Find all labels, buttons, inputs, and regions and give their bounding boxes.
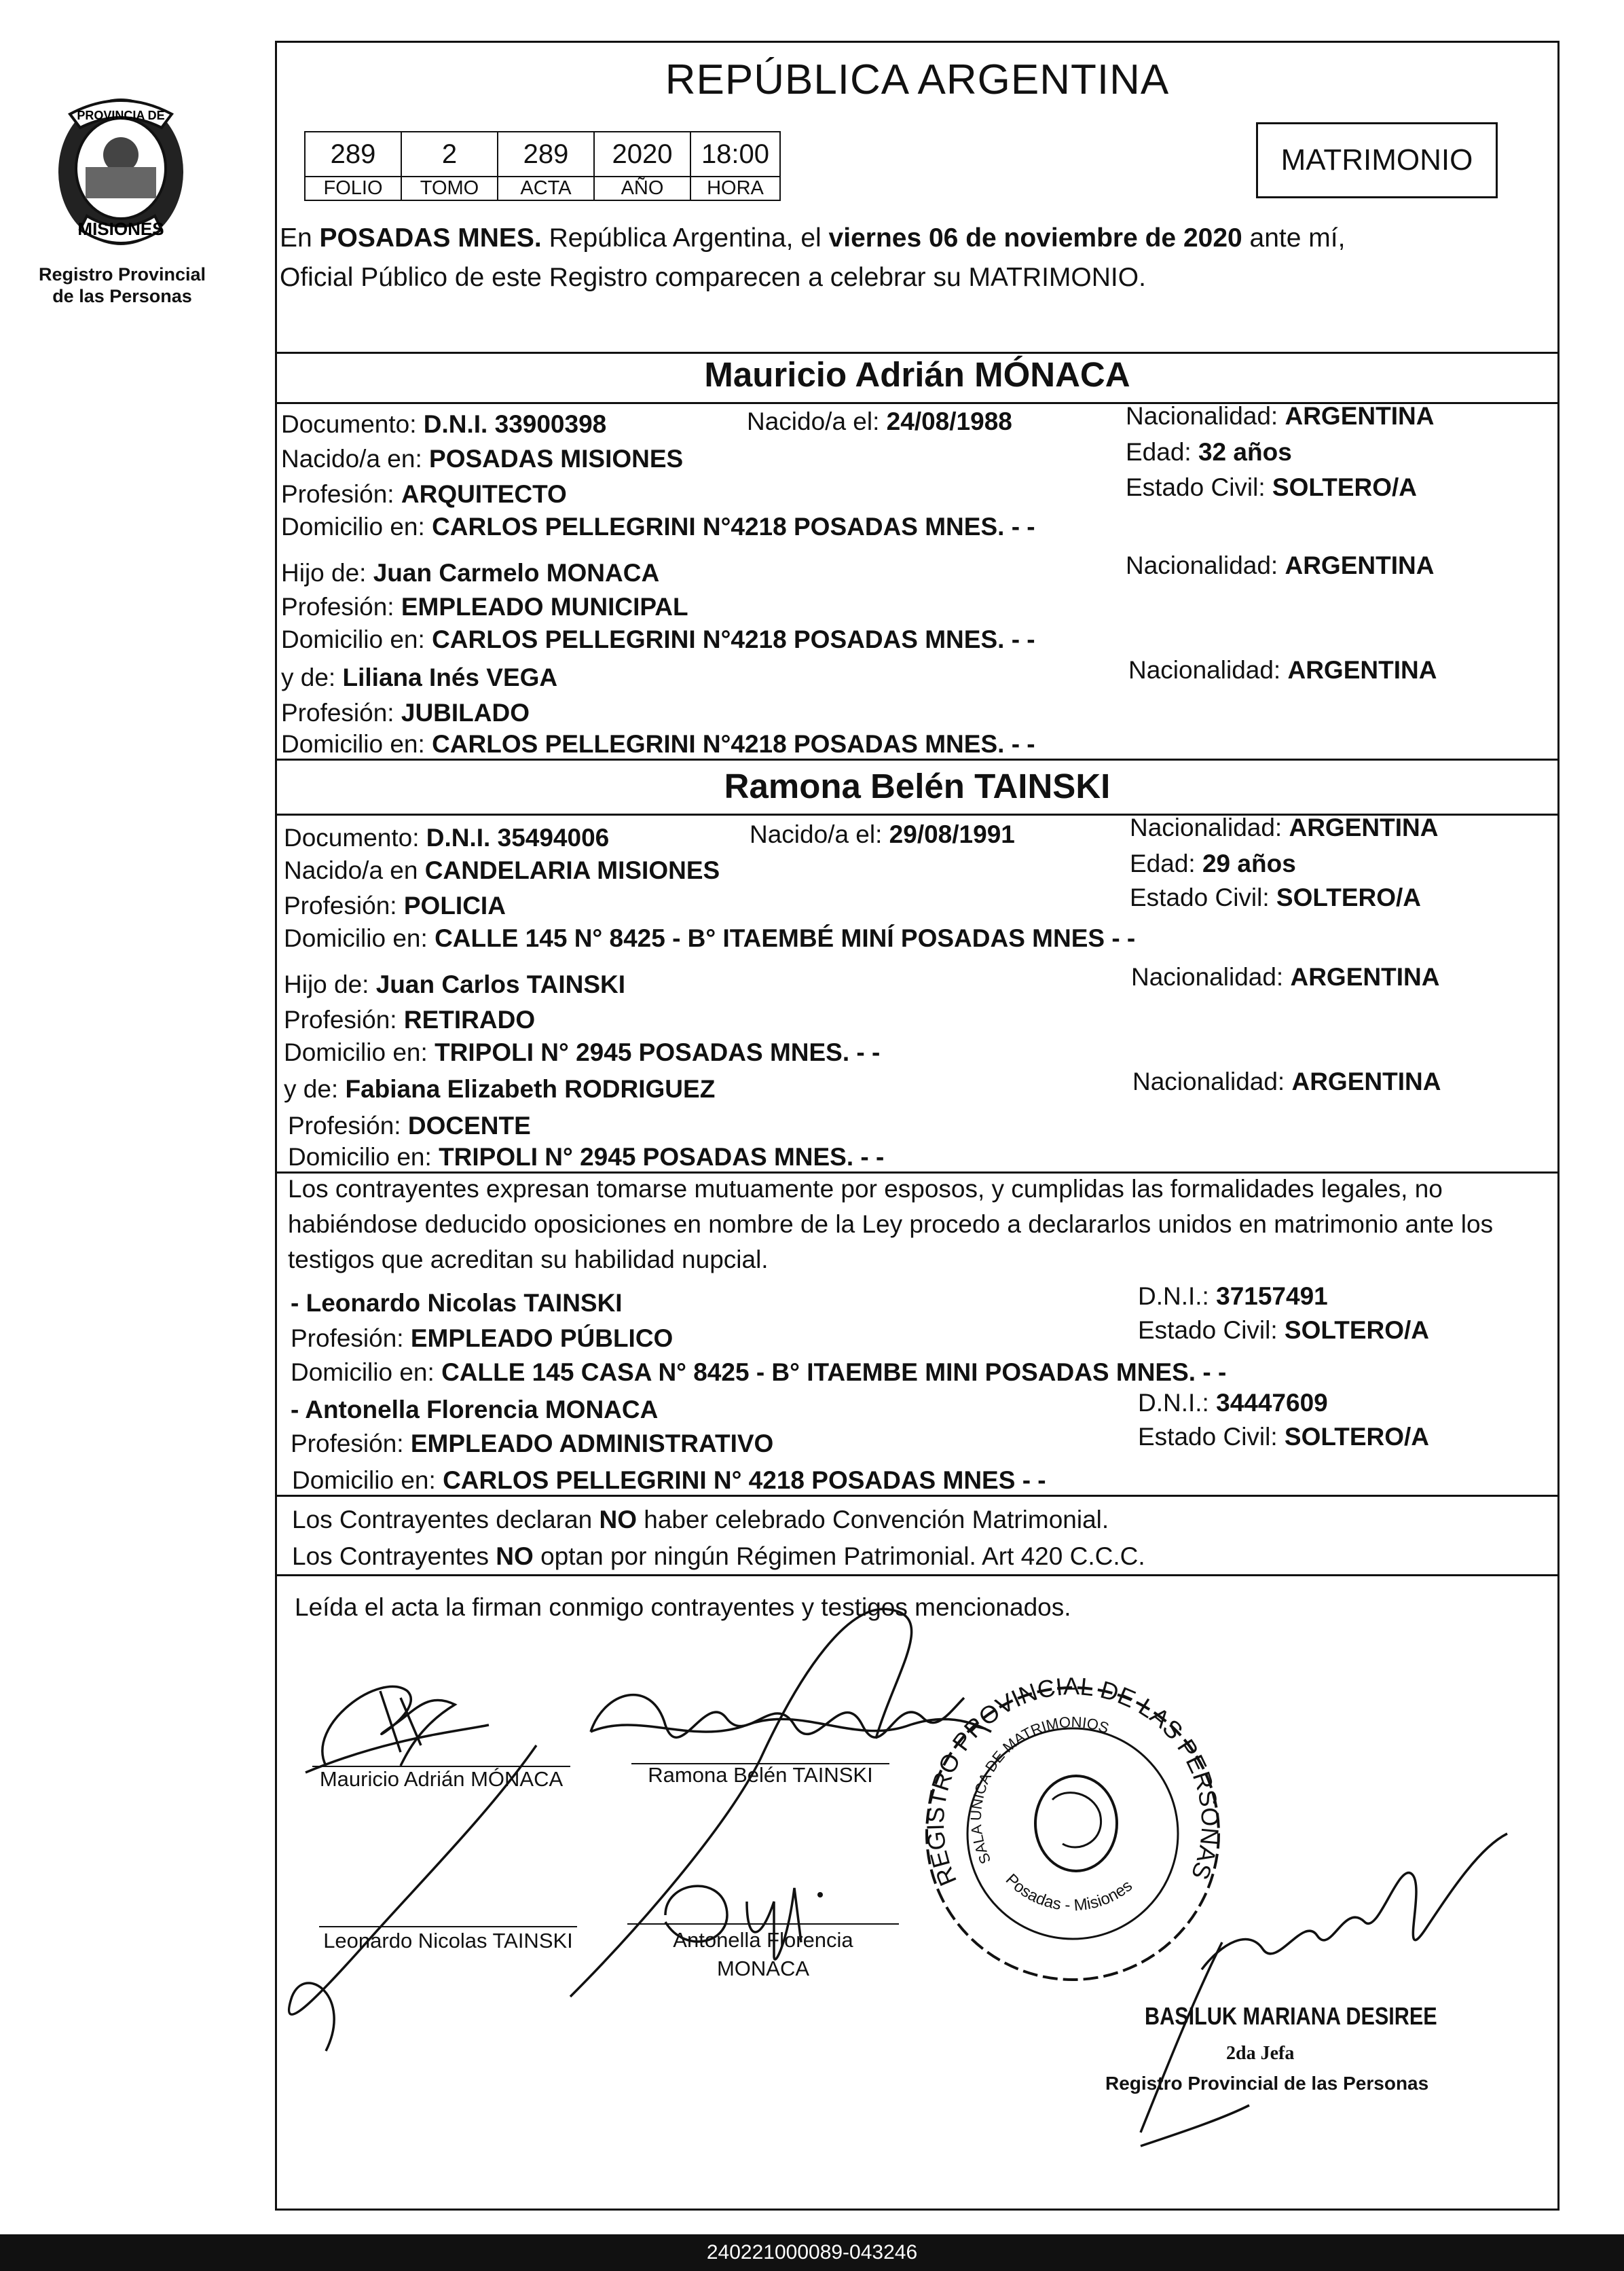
- groom-mother-nationality: Nacionalidad: ARGENTINA: [1128, 656, 1437, 684]
- witness2-profession: Profesión: EMPLEADO ADMINISTRATIVO: [291, 1430, 774, 1457]
- witness2-dni: D.N.I.: 34447609: [1138, 1389, 1328, 1417]
- bride-father: Hijo de: Juan Carlos TAINSKI: [284, 970, 626, 998]
- folio-value: 289: [305, 132, 401, 177]
- official-office: Registro Provincial de las Personas: [1105, 2073, 1429, 2094]
- witness1-dni: D.N.I.: 37157491: [1138, 1282, 1328, 1310]
- hora-label: HORA: [690, 177, 780, 200]
- official-name: BASILUK MARIANA DESIREE: [1145, 2002, 1437, 2030]
- groom-profession: Profesión: ARQUITECTO: [281, 480, 567, 508]
- tomo-label: TOMO: [401, 177, 498, 200]
- groom-age: Edad: 32 años: [1126, 438, 1292, 466]
- country-title: REPÚBLICA ARGENTINA: [665, 56, 1170, 103]
- witness1-signature-label: Leonardo Nicolas TAINSKI: [323, 1929, 573, 1952]
- ano-value: 2020: [594, 132, 690, 177]
- bride-mother-profession: Profesión: DOCENTE: [288, 1112, 531, 1140]
- svg-text:Posadas - Misiones: Posadas - Misiones: [1001, 1870, 1137, 1915]
- witness2-civil-status: Estado Civil: SOLTERO/A: [1138, 1423, 1430, 1451]
- witness1-profession: Profesión: EMPLEADO PÚBLICO: [291, 1324, 673, 1352]
- intro-paragraph: En POSADAS MNES. República Argentina, el viernes 06 de noviembre de 2020 ante mí, Oficial Público de este Registro comparecen a celebrar su MATRIMONIO.: [280, 223, 1346, 292]
- witness1-civil-status: Estado Civil: SOLTERO/A: [1138, 1316, 1430, 1344]
- divider: [275, 1495, 1560, 1497]
- bride-nationality: Nacionalidad: ARGENTINA: [1130, 814, 1439, 841]
- convention-line-2: Los Contrayentes NO optan por ningún Régimen Patrimonial. Art 420 C.C.C.: [292, 1542, 1145, 1570]
- groom-mother: y de: Liliana Inés VEGA: [281, 664, 558, 691]
- bride-mother-nationality: Nacionalidad: ARGENTINA: [1132, 1068, 1441, 1095]
- bride-father-profession: Profesión: RETIRADO: [284, 1006, 536, 1034]
- svg-text:SALA UNICA DE MATRIMONIOS: SALA UNICA DE MATRIMONIOS: [967, 1713, 1111, 1867]
- groom-signature-label: Mauricio Adrián MÓNACA: [319, 1767, 564, 1791]
- registry-table: [304, 131, 781, 201]
- svg-text:MISIONES: MISIONES: [77, 219, 164, 239]
- bride-birthplace: Nacido/a en CANDELARIA MISIONES: [284, 856, 720, 884]
- bride-father-nationality: Nacionalidad: ARGENTINA: [1131, 963, 1440, 991]
- closing-statement: Leída el acta la firman conmigo contrayentes y testigos mencionados.: [295, 1593, 1071, 1621]
- groom-father-address: Domicilio en: CARLOS PELLEGRINI N°4218 POSADAS MNES. - -: [281, 625, 1035, 653]
- bride-address: Domicilio en: CALLE 145 N° 8425 - B° ITAEMBÉ MINÍ POSADAS MNES - -: [284, 924, 1136, 952]
- witness1-name: - Leonardo Nicolas TAINSKI: [291, 1289, 623, 1317]
- bride-father-address: Domicilio en: TRIPOLI N° 2945 POSADAS MNES. - -: [284, 1038, 881, 1066]
- groom-father-profession: Profesión: EMPLEADO MUNICIPAL: [281, 593, 688, 621]
- svg-text:PROVINCIA DE: PROVINCIA DE: [77, 109, 165, 122]
- divider: [275, 1574, 1560, 1576]
- groom-father: Hijo de: Juan Carmelo MONACA: [281, 559, 660, 587]
- province-emblem: [39, 87, 202, 257]
- groom-mother-profession: Profesión: JUBILADO: [281, 699, 530, 727]
- bride-civil-status: Estado Civil: SOLTERO/A: [1130, 884, 1422, 911]
- official-seal: [917, 1677, 1229, 1990]
- witness2-signature-label: Antonella Florencia MONACA: [673, 1928, 853, 1980]
- bride-birthdate: Nacido/a el: 29/08/1991: [750, 820, 1015, 848]
- act-type-box: MATRIMONIO: [1256, 122, 1498, 198]
- bride-mother-address: Domicilio en: TRIPOLI N° 2945 POSADAS MNES. - -: [288, 1143, 885, 1171]
- witness2-address: Domicilio en: CARLOS PELLEGRINI N° 4218 POSADAS MNES - -: [292, 1466, 1046, 1494]
- groom-father-nationality: Nacionalidad: ARGENTINA: [1126, 551, 1435, 579]
- convention-line-1: Los Contrayentes declaran NO haber celebrado Convención Matrimonial.: [292, 1506, 1109, 1533]
- ano-label: AÑO: [594, 177, 690, 200]
- groom-name: Mauricio Adrián MÓNACA: [704, 355, 1130, 394]
- bride-signature-label: Ramona Belén TAINSKI: [648, 1763, 873, 1787]
- acta-label: ACTA: [498, 177, 594, 200]
- groom-birthplace: Nacido/a en: POSADAS MISIONES: [281, 445, 684, 473]
- groom-civil-status: Estado Civil: SOLTERO/A: [1126, 473, 1418, 501]
- signature-line: [627, 1923, 899, 1925]
- official-title: 2da Jefa: [1226, 2043, 1295, 2064]
- groom-document: Documento: D.N.I. 33900398: [281, 410, 607, 438]
- divider: [275, 352, 1560, 354]
- groom-nationality: Nacionalidad: ARGENTINA: [1126, 402, 1435, 430]
- bride-profession: Profesión: POLICIA: [284, 892, 506, 920]
- bride-name: Ramona Belén TAINSKI: [724, 767, 1111, 805]
- divider: [275, 759, 1560, 761]
- witness2-name: - Antonella Florencia MONACA: [291, 1396, 659, 1423]
- svg-text:REGISTRO PROVINCIAL DE LAS PER: REGISTRO PROVINCIAL DE LAS PERSONAS: [921, 1677, 1225, 1891]
- groom-mother-address: Domicilio en: CARLOS PELLEGRINI N°4218 POSADAS MNES. - -: [281, 730, 1035, 758]
- hora-value: 18:00: [690, 132, 780, 177]
- folio-label: FOLIO: [305, 177, 401, 200]
- witness1-address: Domicilio en: CALLE 145 CASA N° 8425 - B° ITAEMBE MINI POSADAS MNES. - -: [291, 1358, 1227, 1386]
- acta-value: 289: [498, 132, 594, 177]
- groom-address: Domicilio en: CARLOS PELLEGRINI N°4218 POSADAS MNES. - -: [281, 513, 1035, 541]
- bride-mother: y de: Fabiana Elizabeth RODRIGUEZ: [284, 1075, 716, 1103]
- groom-birthdate: Nacido/a el: 24/08/1988: [747, 407, 1012, 435]
- declaration-paragraph: Los contrayentes expresan tomarse mutuamente por esposos, y cumplidas las formalidades legales, no habiéndose deducido oposiciones en nombre de la Ley procedo a declararlos unidos en matrimonio ante los testigos que acreditan su habilidad nupcial.: [288, 1175, 1494, 1273]
- bride-document: Documento: D.N.I. 35494006: [284, 824, 610, 852]
- logo-caption: Registro Provincial de las Personas: [38, 264, 206, 306]
- bride-age: Edad: 29 años: [1130, 850, 1296, 877]
- document-barcode-number: 240221000089-043246: [0, 2234, 1624, 2271]
- tomo-value: 2: [401, 132, 498, 177]
- signature-line: [319, 1926, 577, 1927]
